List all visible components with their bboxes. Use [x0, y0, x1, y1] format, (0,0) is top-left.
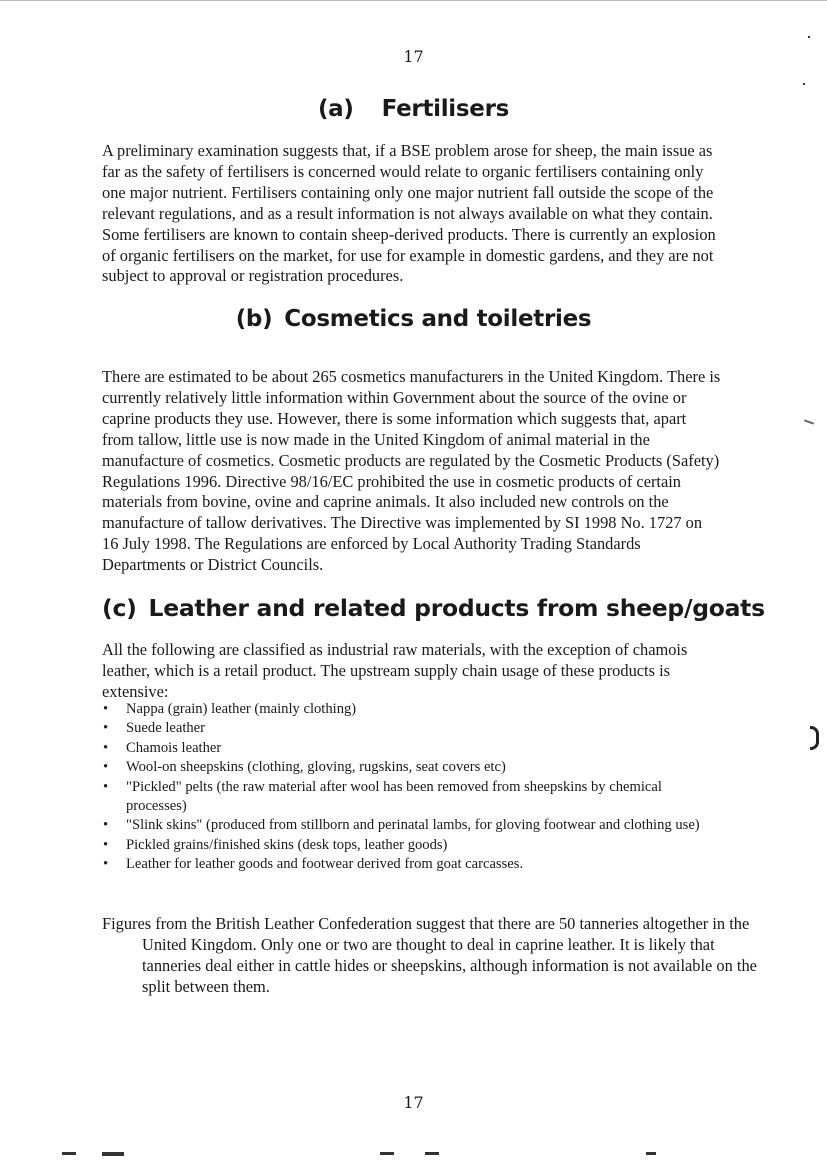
bullet-icon: • [103, 759, 109, 776]
scan-speck [803, 83, 805, 85]
section-b-heading [0, 306, 827, 332]
leather-products-list [102, 700, 722, 875]
section-b-paragraph: There are estimated to be about 265 cosmetics manufacturers in the United Kingdom. There is currently relatively little information within Government about the source of the ovine or caprine products they use. However, there is some information which suggests that, apart from tallow, little use is now made in the United Kingdom of animal material in the manufacture of cosmetics. Cosmetic products are regulated by the Cosmetic Products (Safety) Regulations 1996. Directive 98/16/EC prohibited the use in cosmetic products of certain materials from bovine, ovine and caprine animals. It also included new controls on the manufacture of tallow derivatives. The Directive was implemented by SI 1998 No. 1727 on 16 July 1998. The Regulations are enforced by Local Authority Trading Standards Departments or District Councils. [102, 367, 721, 575]
bullet-icon: • [103, 739, 109, 756]
bullet-icon: • [103, 778, 109, 795]
scan-speck [62, 1152, 76, 1155]
scan-speck [380, 1152, 394, 1155]
list-item: • Nappa (grain) leather (mainly clothing) [102, 700, 722, 719]
page-number-top: 17 [403, 47, 424, 66]
list-item: • "Slink skins" (produced from stillborn and perinatal lambs, for gloving footwear and clothing use) [102, 816, 722, 835]
page-number-bottom: 17 [403, 1093, 424, 1112]
section-c-title: Leather and related products from sheep/goats [148, 594, 765, 622]
scan-top-edge [0, 0, 827, 1]
section-a-heading [0, 96, 827, 122]
section-c-closing-paragraph: Figures from the British Leather Confederation suggest that there are 50 tanneries altogether in the United Kingdom. Only one or two are thought to deal in caprine leather. It is likely that tanneries deal either in cattle hides or sheepskins, although information is not available on the split between them. [102, 914, 757, 996]
list-item: • Chamois leather [102, 739, 722, 758]
scan-speck [102, 1152, 124, 1156]
bullet-icon: • [103, 720, 109, 737]
section-c-label: (c) [102, 594, 137, 622]
section-b-title: Cosmetics and toiletries [284, 306, 592, 332]
list-item: • Leather for leather goods and footwear derived from goat carcasses. [102, 855, 722, 874]
section-a-title: Fertilisers [381, 96, 510, 122]
scan-speck [810, 726, 819, 750]
list-item: • Suede leather [102, 719, 722, 738]
section-a-paragraph: A preliminary examination suggests that, if a BSE problem arose for sheep, the main issue as far as the safety of fertilisers is concerned would relate to organic fertilisers containing only one major nutrient. Fertilisers containing only one major nutrient fall outside the scope of the relevant regulations, and as a result information is not always available on what they contain. Some fertilisers are known to contain sheep-derived products. There is currently an explosion of organic fertilisers on the market, for use for example in domestic gardens, and they are not subject to approval or registration procedures. [102, 141, 716, 286]
scan-speck [425, 1152, 439, 1155]
section-b-label: (b) [235, 306, 273, 332]
section-c-intro: All the following are classified as industrial raw materials, with the exception of chamois leather, which is a retail product. The upstream supply chain usage of these products is extensive: [102, 640, 688, 701]
bullet-icon: • [103, 817, 109, 834]
scan-speck [804, 419, 814, 424]
scan-speck [808, 36, 810, 38]
section-c-heading [102, 594, 765, 622]
bullet-icon: • [103, 701, 109, 717]
bullet-icon: • [103, 836, 109, 853]
list-item: • Wool-on sheepskins (clothing, gloving, rugskins, seat covers etc) [102, 758, 722, 777]
section-a-label: (a) [317, 96, 354, 122]
bullet-icon: • [103, 856, 109, 873]
list-item: • "Pickled" pelts (the raw material after wool has been removed from sheepskins by chemical processes) [103, 778, 662, 815]
scan-speck [646, 1152, 656, 1155]
list-item: • Pickled grains/finished skins (desk tops, leather goods) [102, 836, 722, 855]
